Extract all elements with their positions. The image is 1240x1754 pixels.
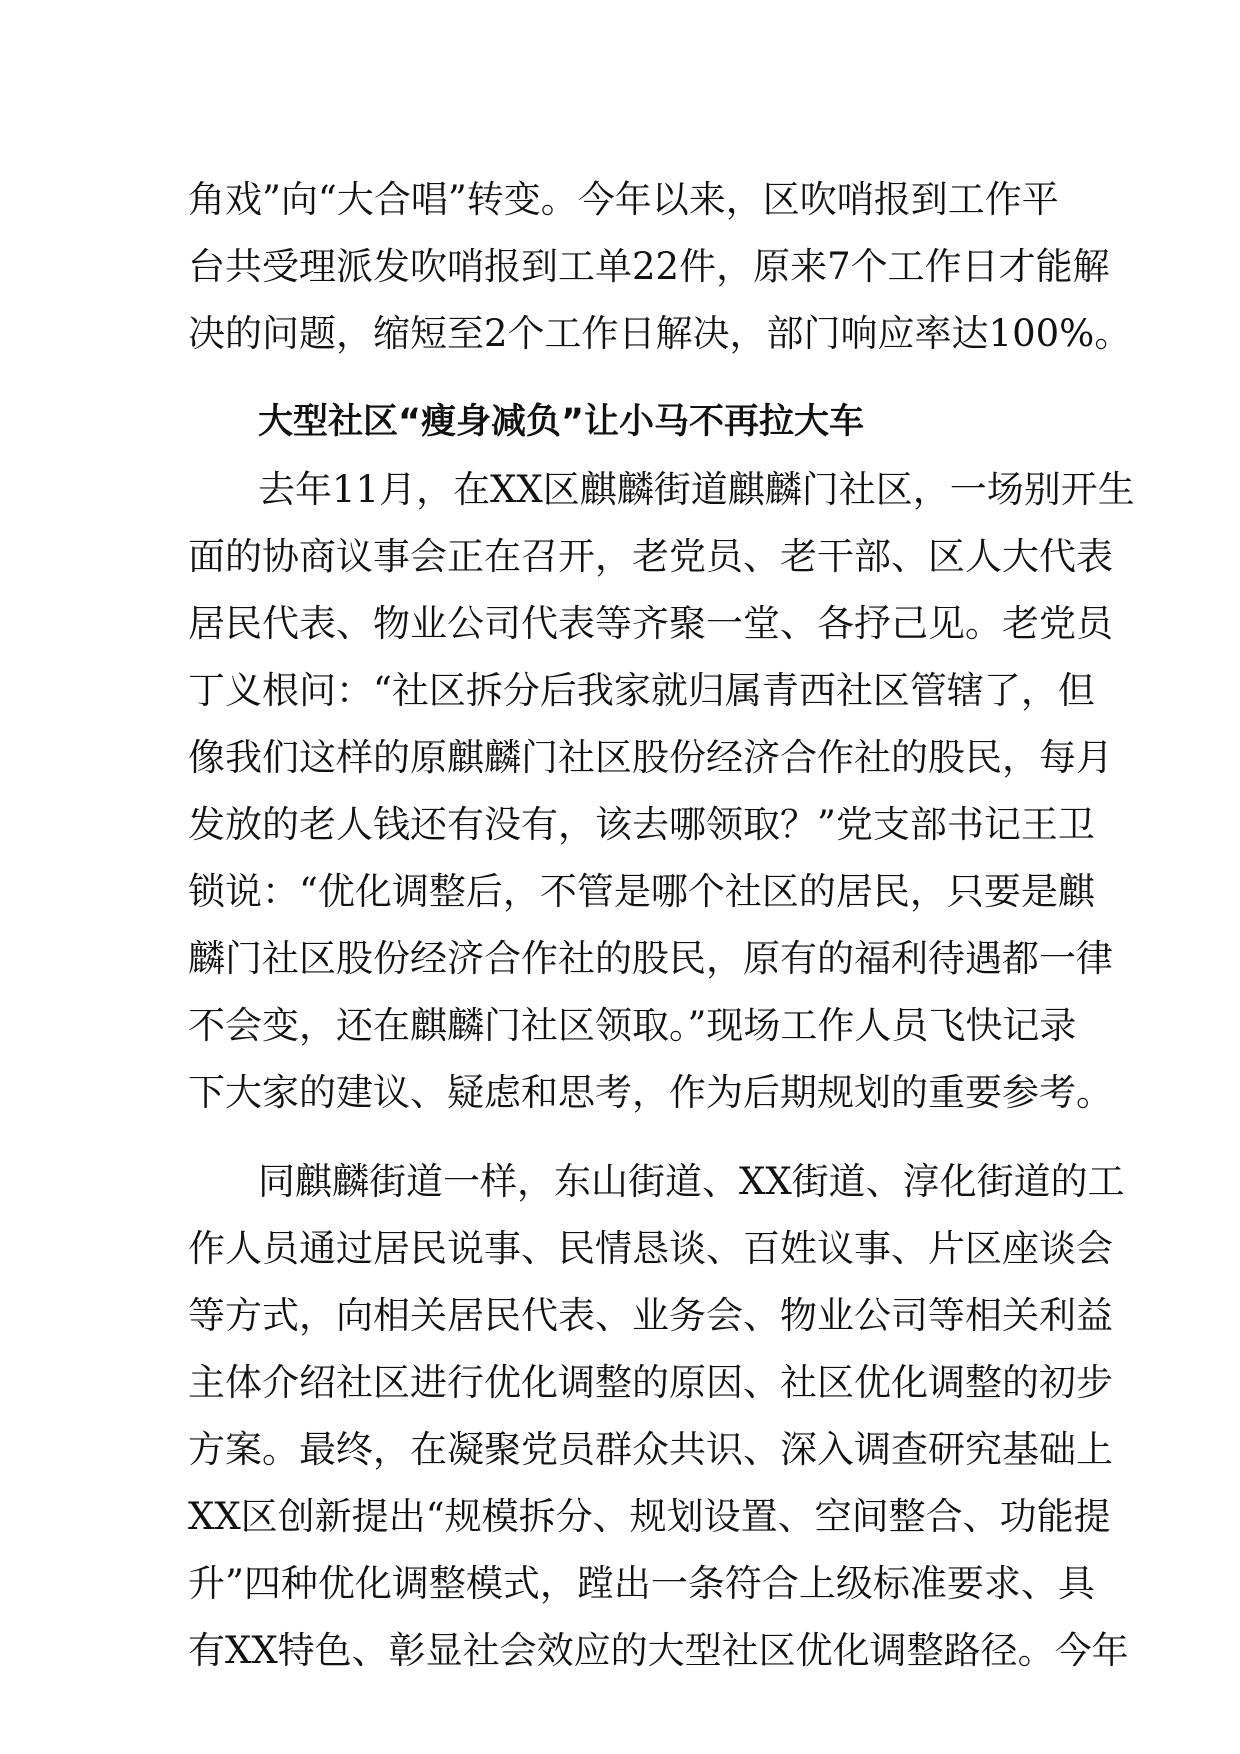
- section-heading: 大型社区“瘦身减负”让小马不再拉大车: [258, 402, 865, 442]
- text-line: 作人员通过居民说事、民情恳谈、百姓议事、片区座谈会: [188, 1227, 1113, 1270]
- text-line: 决的问题，缩短至2个工作日解决，部门响应率达100%。: [188, 312, 1132, 355]
- text-line: 方案。最终，在凝聚党员群众共识、深入调查研究基础上: [188, 1428, 1113, 1471]
- text-line: XX区创新提出“规模拆分、规划设置、空间整合、功能提: [188, 1495, 1111, 1538]
- paragraph-intro: [188, 166, 1132, 367]
- text-line: 同麒麟街道一样，东山街道、XX街道、淳化街道的工: [258, 1160, 1125, 1203]
- text-line: 发放的老人钱还有没有，该去哪领取？”党支部书记王卫: [188, 803, 1095, 846]
- text-line: 下大家的建议、疑虑和思考，作为后期规划的重要参考。: [188, 1071, 1113, 1114]
- text-line: 升”四种优化调整模式，蹚出一条符合上级标准要求、具: [188, 1562, 1095, 1605]
- text-line: 角戏”向“大合唱”转变。今年以来，区吹哨报到工作平: [188, 178, 1059, 221]
- text-line: 锁说：“优化调整后，不管是哪个社区的居民，只要是麒: [188, 870, 1095, 913]
- text-line: 面的协商议事会正在召开，老党员、老干部、区人大代表: [188, 535, 1113, 578]
- text-line: 居民代表、物业公司代表等齐聚一堂、各抒己见。老党员: [188, 602, 1113, 645]
- text-line: 有XX特色、彰显社会效应的大型社区优化调整路径。今年: [188, 1629, 1129, 1672]
- text-line: 等方式，向相关居民代表、业务会、物业公司等相关利益: [188, 1294, 1113, 1337]
- text-line: 不会变，还在麒麟门社区领取。”现场工作人员飞快记录: [188, 1004, 1077, 1047]
- document-body: [188, 166, 1135, 1684]
- text-line: 麟门社区股份经济合作社的股民，原有的福利待遇都一律: [188, 937, 1113, 980]
- text-line: 像我们这样的原麒麟门社区股份经济合作社的股民，每月: [188, 736, 1113, 779]
- paragraph-2: [188, 1148, 1129, 1684]
- text-line: 主体介绍社区进行优化调整的原因、社区优化调整的初步: [188, 1361, 1113, 1404]
- paragraph-1: [188, 456, 1135, 1126]
- text-line: 去年11月，在XX区麒麟街道麒麟门社区，一场别开生: [258, 468, 1135, 511]
- text-line: 台共受理派发吹哨报到工单22件，原来7个工作日才能解: [188, 245, 1110, 288]
- text-line: 丁义根问：“社区拆分后我家就归属青西社区管辖了，但: [188, 669, 1095, 712]
